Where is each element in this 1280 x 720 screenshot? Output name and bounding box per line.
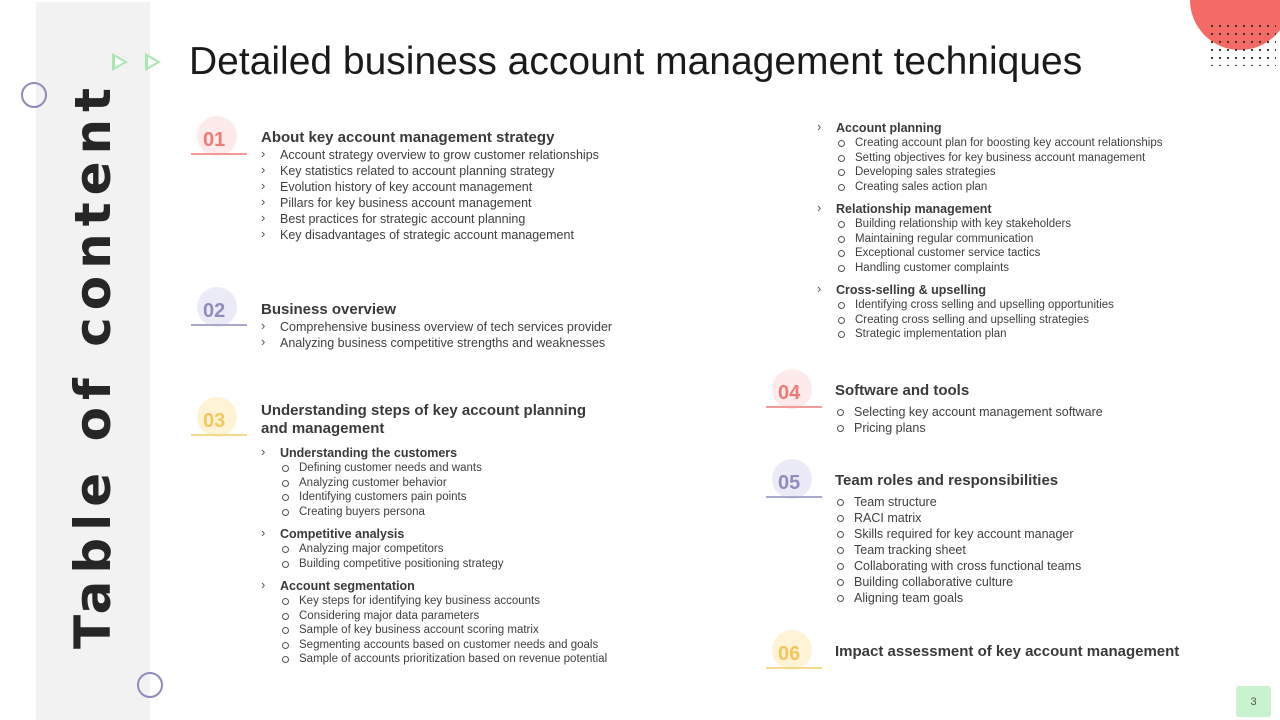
section-03	[261, 402, 608, 667]
list-item: Aligning team goals	[835, 590, 1081, 606]
list-item: Exceptional customer service tactics	[836, 246, 1163, 261]
subsection-title: › Understanding the customers	[280, 445, 601, 461]
list-item: › Key statistics related to account planning strategy	[261, 163, 599, 179]
section-02	[261, 301, 612, 351]
list-item: Creating buyers persona	[280, 505, 601, 520]
section-items	[261, 147, 599, 243]
section-title: About key account management strategy	[261, 129, 555, 146]
play-triangle-icon	[112, 53, 128, 71]
circle-ring-icon	[21, 82, 47, 108]
subsection-title: › Account segmentation	[280, 578, 601, 594]
section-number-06: 06	[766, 636, 824, 674]
list-item: Segmenting accounts based on customer needs and goals	[280, 638, 601, 653]
section-number-01: 01	[191, 122, 249, 160]
list-item: Considering major data parameters	[280, 609, 601, 624]
list-item: Pricing plans	[835, 420, 1103, 436]
section-05	[835, 472, 1081, 606]
list-item: Handling customer complaints	[836, 261, 1163, 276]
list-item: Creating account plan for boosting key account relationships	[836, 136, 1163, 151]
list-item: Sample of key business account scoring matrix	[280, 623, 601, 638]
section-title: Impact assessment of key account management	[835, 643, 1180, 660]
section-title: Software and tools	[835, 382, 970, 399]
section-01	[261, 129, 599, 243]
circle-ring-icon	[137, 672, 163, 698]
list-item: Strategic implementation plan	[836, 327, 1163, 342]
list-item: › Comprehensive business overview of tech services provider	[261, 319, 612, 335]
section-items	[261, 319, 612, 351]
play-triangle-icon	[145, 53, 161, 71]
list-item: Sample of accounts prioritization based on revenue potential	[280, 652, 601, 667]
list-item: Team structure	[835, 494, 1081, 510]
section-title: Business overview	[261, 301, 397, 318]
subsection-cross-selling	[817, 282, 1163, 342]
list-item: Collaborating with cross functional teams	[835, 558, 1081, 574]
section-number-02: 02	[191, 293, 249, 331]
subsection-competitive-analysis	[261, 526, 601, 571]
subsection-items	[280, 542, 601, 571]
section-06	[835, 643, 1179, 661]
list-item: › Key disadvantages of strategic account management	[261, 227, 599, 243]
list-item: RACI matrix	[835, 510, 1081, 526]
list-item: Skills required for key account manager	[835, 526, 1081, 542]
list-item: › Account strategy overview to grow customer relationships	[261, 147, 599, 163]
list-item: Setting objectives for key business account management	[836, 151, 1163, 166]
subsection-account-segmentation	[261, 578, 608, 667]
subsection-understanding-customers	[261, 445, 601, 519]
subsection-title: › Cross-selling & upselling	[836, 282, 1163, 298]
list-item: Building relationship with key stakeholders	[836, 217, 1163, 232]
subsection-items	[836, 298, 1163, 342]
subsection-title: › Account planning	[836, 120, 1163, 136]
list-item: Building collaborative culture	[835, 574, 1081, 590]
section-items	[835, 494, 1081, 606]
section-items	[835, 404, 1103, 436]
section-number-04: 04	[766, 375, 824, 413]
list-item: Identifying cross selling and upselling opportunities	[836, 298, 1163, 313]
section-title: Understanding steps of key account planning and management	[261, 402, 587, 437]
section-03-continued	[817, 120, 1163, 342]
subsection-account-planning	[817, 120, 1163, 194]
list-item: Creating cross selling and upselling strategies	[836, 313, 1163, 328]
list-item: Defining customer needs and wants	[280, 461, 601, 476]
list-item: Creating sales action plan	[836, 180, 1163, 195]
list-item: Developing sales strategies	[836, 165, 1163, 180]
dot-grid-pattern	[1208, 22, 1276, 66]
subsection-items	[280, 461, 601, 519]
list-item: Identifying customers pain points	[280, 490, 601, 505]
subsection-items	[280, 594, 608, 667]
list-item: Key steps for identifying key business accounts	[280, 594, 601, 609]
list-item: › Analyzing business competitive strengths and weaknesses	[261, 335, 612, 351]
section-number-03: 03	[191, 403, 249, 441]
section-number-05: 05	[766, 465, 824, 503]
list-item: › Best practices for strategic account planning	[261, 211, 599, 227]
list-item: › Pillars for key business account management	[261, 195, 599, 211]
page-title: Detailed business account management techniques	[189, 40, 1083, 83]
subsection-title: › Competitive analysis	[280, 526, 601, 542]
sidebar-title: Table of content	[64, 80, 122, 650]
list-item: Maintaining regular communication	[836, 232, 1163, 247]
list-item: Team tracking sheet	[835, 542, 1081, 558]
list-item: Building competitive positioning strategy	[280, 557, 601, 572]
list-item: Analyzing major competitors	[280, 542, 601, 557]
subsection-items	[836, 136, 1163, 194]
subsection-relationship-management	[817, 201, 1163, 275]
subsection-items	[836, 217, 1163, 275]
section-title: Team roles and responsibilities	[835, 472, 1059, 489]
list-item: Selecting key account management software	[835, 404, 1103, 420]
section-04	[835, 382, 1103, 436]
page-number: 3	[1236, 686, 1271, 717]
subsection-title: › Relationship management	[836, 201, 1163, 217]
list-item: › Evolution history of key account management	[261, 179, 599, 195]
list-item: Analyzing customer behavior	[280, 476, 601, 491]
